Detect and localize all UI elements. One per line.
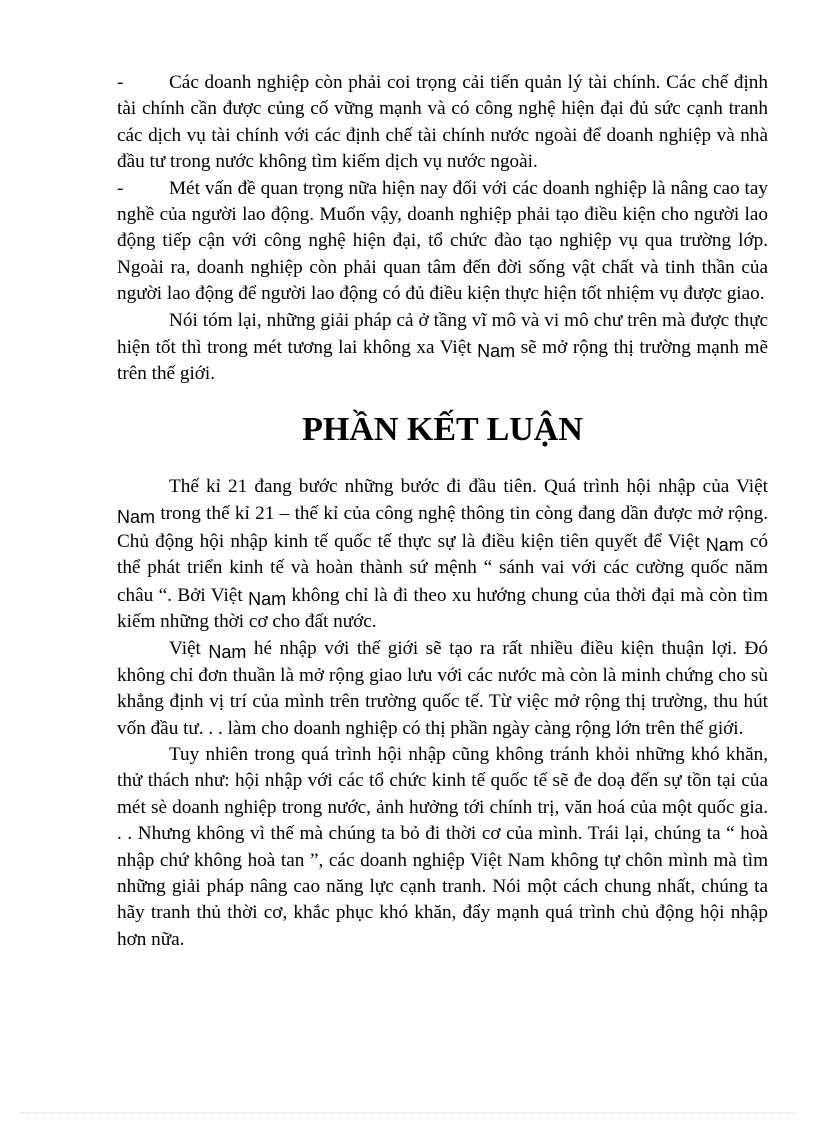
nam-word: Nam: [117, 507, 156, 528]
conclusion-2-text-1: Việt: [169, 638, 209, 660]
bullet-dash: -: [117, 177, 124, 199]
bullet-text: Mét vấn đề quan trọng nữa hiện nay đối với các doanh nghiệp là nâng cao tay nghề của người lao động. Muốn vậy, doanh nghiệp phải tạo điều kiện cho người lao động tiếp cận với công nghệ hiện đại, tổ chức đào tạo nghiệp vụ qua trường lớp. Ngoài ra, doanh nghiệp còn phải quan tâm đến đời sống vật chất và tinh thần của người lao động để người lao động có đủ điều kiện thực hiện tốt nhiệm vụ được giao.: [117, 177, 768, 305]
nam-word: Nam: [248, 588, 287, 609]
document-page: [117, 70, 768, 953]
bullet-paragraph-labor: [117, 176, 768, 308]
nam-word: Nam: [477, 341, 516, 362]
conclusion-1-text-2: trong thế kỉ 21 – thế kỉ của công nghệ thông tin còng đang dần được mở rộng. Chủ động hội nhập kinh tế quốc tế thực sự là điều kiện tiên quyết để Việt: [117, 503, 768, 552]
conclusion-heading: PHẦN KẾT LUẬN: [302, 410, 583, 448]
conclusion-paragraph-3: Tuy nhiên trong quá trình hội nhập cũng không tránh khỏi những khó khăn, thử thách như: hội nhập với các tổ chức kinh tế quốc tế sẽ đe doạ đến sự tồn tại của mét sè doanh nghiệp trong nước, ảnh hưởng tới chính trị, văn hoá của một quốc gia. . . Nhưng không vì thế mà chúng ta bỏ đi thời cơ của mình. Trái lại, chúng ta “ hoà nhập chứ không hoà tan ”, các doanh nghiệp Việt Nam không tự chôn mình mà tìm những giải pháp nâng cao năng lực cạnh tranh. Nói một cách chung nhất, chúng ta hãy tranh thủ thời cơ, khắc phục khó khăn, đẩy mạnh quá trình chủ động hội nhập hơn nữa.: [117, 743, 768, 950]
summary-text-1: Nói tóm lại, những giải pháp cả ở tầng vĩ mô và vi mô chư trên mà được thực hiện tốt thì trong mét tương lai không xa Việt: [117, 309, 768, 359]
conclusion-1-text-3: có thể phát triển kinh tế và hoàn thành sứ mệnh “ sánh vai với các cường quốc năm châu “. Bởi Việt: [117, 530, 768, 606]
conclusion-1-text-4: không chỉ là đi theo xu hướng chung của thời đại mà còn tìm kiếm những thời cơ cho đất nước.: [117, 584, 769, 632]
bullet-dash: -: [117, 72, 124, 93]
summary-text-2: sẽ mở rộng thị trường mạnh mẽ trên thế giới.: [117, 337, 768, 385]
conclusion-2-text-2: hé nhập với thế giới sẽ tạo ra rất nhiều điều kiện thuận lợi. Đó không chỉ đơn thuần là mở rộng giao lưu với các nước mà còn là minh chứng cho sù khẳng định vị trí của mình trên trường quốc tế. Từ việc mở rộng thị trường, thu hút vốn đầu tư. . . làm cho doanh nghiệp có thị phần ngày càng rộng lớn trên thế giới.: [117, 638, 768, 739]
bullet-paragraph-finance: [117, 70, 768, 176]
conclusion-paragraph-1: [117, 474, 768, 635]
nam-word: Nam: [705, 534, 744, 555]
summary-paragraph: [117, 308, 768, 388]
page-bottom-border: [20, 1112, 796, 1113]
bullet-text: Các doanh nghiệp còn phải coi trọng cải tiến quản lý tài chính. Các chế định tài chính cần được củng cố vững mạnh và có công nghệ hiện đại đủ sức cạnh tranh các dịch vụ tài chính với các định chế tài chính nước ngoài để doanh nghiệp và nhà đầu tư trong nước không tìm kiếm dịch vụ nước ngoài.: [117, 72, 768, 173]
nam-word: Nam: [208, 642, 247, 663]
conclusion-paragraph-2: [117, 635, 768, 742]
conclusion-1-text-1: Thế kỉ 21 đang bước những bước đi đầu tiên. Quá trình hội nhập của Việt: [169, 475, 768, 497]
